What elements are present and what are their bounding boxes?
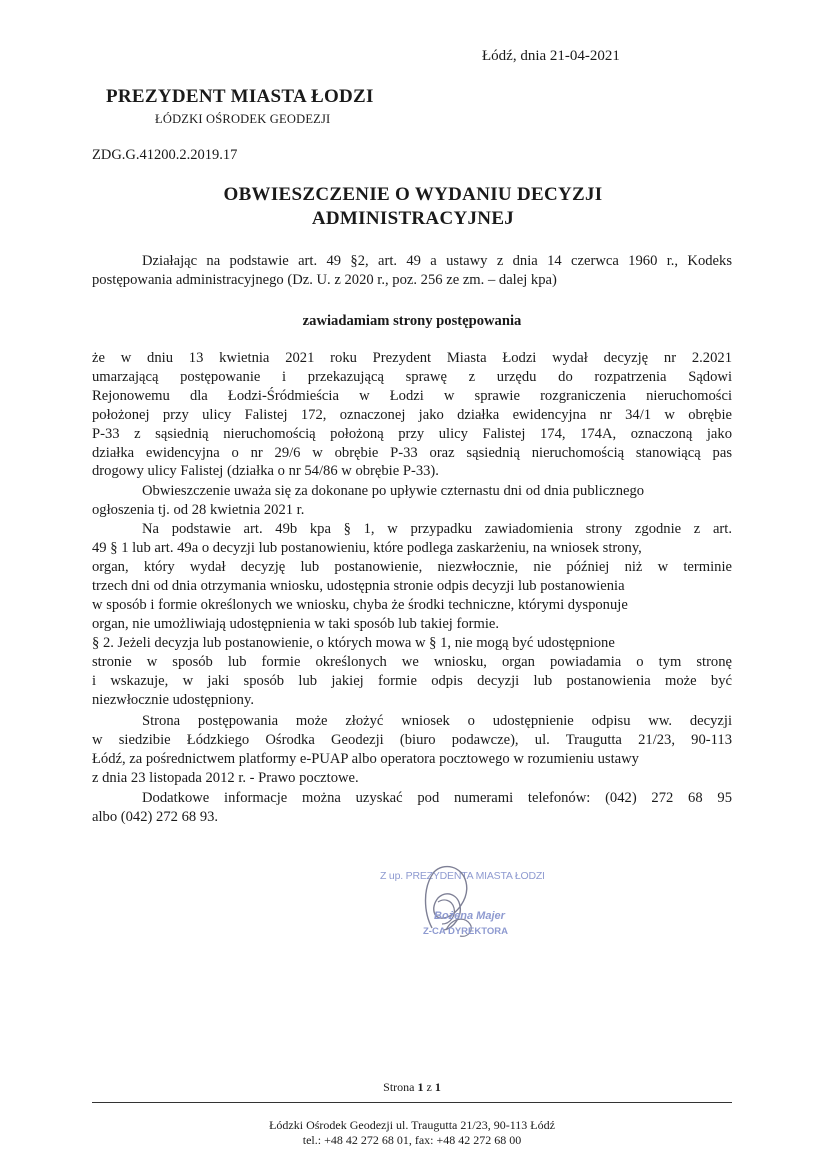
text-line: niezwłocznie udostępniony.	[92, 691, 254, 708]
notice-heading: zawiadamiam strony postępowania	[302, 313, 522, 329]
text-line: że w dniu 13 kwietnia 2021 roku Prezydent Miasta Łodzi wydał decyzję nr 2.2021	[92, 350, 732, 366]
footer-contact-line: tel.: +48 42 272 68 01, fax: +48 42 272 68 00	[302, 1133, 522, 1147]
page-number: Strona 1 z 1	[383, 1080, 441, 1094]
signature-stamp	[374, 858, 584, 948]
text-line: Na podstawie art. 49b kpa § 1, w przypadku zawiadomienia strony zgodnie z art.	[142, 521, 732, 537]
text-line: w sposób i formie określonych we wniosku, chyba że środki techniczne, którymi dysponuje	[92, 596, 628, 613]
reference-number: ZDG.G.41200.2.2019.17	[92, 147, 238, 163]
text-line: 49 § 1 lub art. 49a o decyzji lub postanowieniu, które podlega zaskarżeniu, na wniosek strony,	[92, 539, 642, 556]
paragraph-section-2	[92, 634, 732, 710]
text-line: i wskazuje, w jaki sposób lub jakiej formie odpis decyzji lub postanowienia może być	[92, 672, 732, 689]
signatory-role: Z-CA DYREKTORA	[423, 926, 508, 937]
paragraph-contact	[92, 789, 732, 827]
text-line: Łódź, za pośrednictwem platformy e-PUAP albo operatora pocztowego w rozumieniu ustawy	[92, 750, 639, 767]
text-line: albo (042) 272 68 93.	[92, 808, 219, 825]
text-line: trzech dni od dnia otrzymania wniosku, udostępnia stronie odpis decyzji lub postanowienia	[92, 577, 625, 594]
intro-line: postępowania administracyjnego (Dz. U. z 2020 r., poz. 256 ze zm. – dalej kpa)	[92, 271, 557, 288]
text-line: P-33 z sąsiednią nieruchomością położoną przy ulicy Falistej 174, 174A, oznaczoną jako	[92, 425, 732, 442]
paragraph-art49b	[92, 520, 732, 633]
footer-address-line: Łódzki Ośrodek Geodezji ul. Traugutta 21/23, 90-113 Łódź	[269, 1118, 555, 1132]
text-line: Strona postępowania może złożyć wniosek o udostępnienie odpisu ww. decyzji	[142, 713, 732, 729]
paragraph-effective	[92, 482, 732, 520]
footer-address	[92, 1118, 732, 1148]
text-line: § 2. Jeżeli decyzja lub postanowienie, o których mowa w § 1, nie mogą być udostępnione	[92, 635, 615, 651]
text-line: umarzającą postępowanie i przekazującą sprawę z urzędu do rozpatrzenia Sądowi	[92, 368, 732, 385]
text-line: położonej przy ulicy Falistej 172, oznaczonej jako działka ewidencyjna nr 34/1 w obrębie	[92, 406, 732, 423]
title-line-2: ADMINISTRACYJNEJ	[311, 208, 515, 229]
text-line: działka ewidencyjna o nr 29/6 w obrębie P-33 oraz sąsiednią nieruchomością stanowiącą pas	[92, 444, 732, 461]
text-line: z dnia 23 listopada 2012 r. - Prawo pocztowe.	[92, 769, 359, 786]
document-title	[92, 183, 734, 231]
text-line: Dodatkowe informacje można uzyskać pod numerami telefonów: (042) 272 68 95	[142, 790, 732, 806]
signatory-name: Bożena Majer	[434, 910, 505, 922]
paragraph-request	[92, 712, 732, 788]
footer-divider	[92, 1102, 732, 1103]
stamp-authority-line: Z up. PREZYDENTA MIASTA ŁODZI	[380, 870, 545, 882]
sub-institution-name: ŁÓDZKI OŚRODEK GEODEZJI	[155, 112, 331, 126]
text-line: drogowy ulicy Falistej (działka o nr 54/86 w obrębie P-33).	[92, 463, 439, 480]
text-line: ogłoszenia tj. od 28 kwietnia 2021 r.	[92, 501, 305, 518]
paragraph-decision	[92, 349, 732, 481]
place-date: Łódź, dnia 21-04-2021	[482, 48, 620, 64]
text-line: organ, nie umożliwiają udostępnienia w taki sposób lub takiej formie.	[92, 615, 500, 632]
text-line: organ, który wydał decyzję lub postanowienie, niezwłocznie, nie później niż w terminie	[92, 558, 732, 575]
text-line: Obwieszczenie uważa się za dokonane po upływie czternastu dni od dnia publicznego	[142, 483, 645, 499]
intro-paragraph	[92, 252, 732, 290]
text-line: stronie w sposób lub formie określonych we wniosku, organ powiadamia o tym stronę	[92, 653, 732, 670]
institution-name: PREZYDENT MIASTA ŁODZI	[106, 86, 374, 107]
intro-line: Działając na podstawie art. 49 §2, art. 49 a ustawy z dnia 14 czerwca 1960 r., Kodeks	[142, 253, 732, 269]
title-line-1: OBWIESZCZENIE O WYDANIU DECYZJI	[223, 184, 603, 205]
text-line: w siedzibie Łódzkiego Ośrodka Geodezji (biuro podawcze), ul. Traugutta 21/23, 90-113	[92, 731, 732, 748]
text-line: Rejonowemu dla Łodzi-Śródmieścia w Łodzi w sprawie rozgraniczenia nieruchomości	[92, 387, 732, 404]
